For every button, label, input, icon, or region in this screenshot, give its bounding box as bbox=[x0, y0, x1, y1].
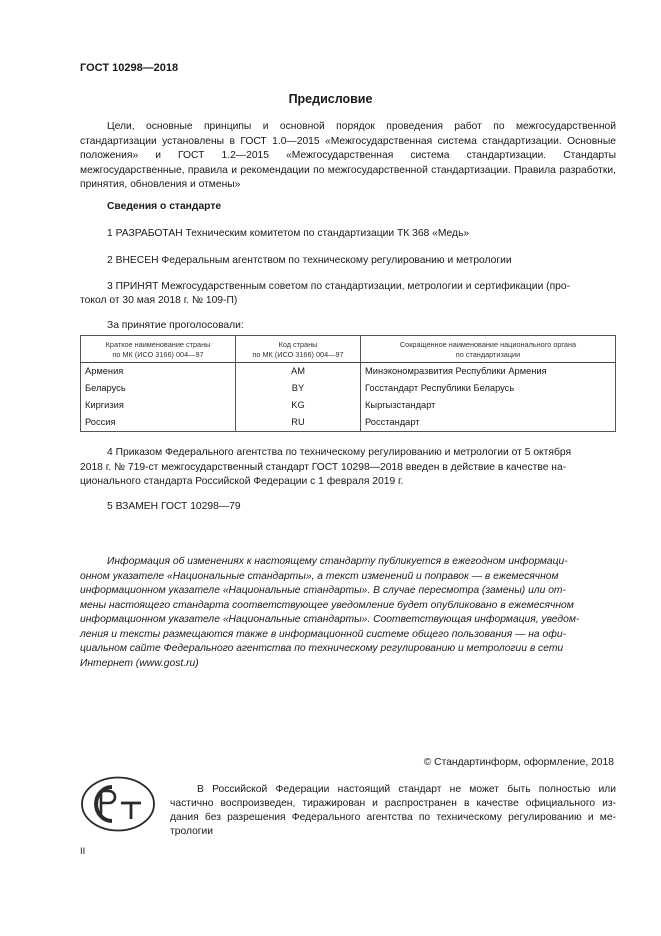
cell-code: KG bbox=[236, 397, 361, 414]
item-2: 2 ВНЕСЕН Федеральным агентством по техническому регулированию и метрологии bbox=[107, 255, 512, 266]
table-header-code bbox=[236, 336, 361, 363]
cell-code: RU bbox=[236, 414, 361, 432]
cell-country: Россия bbox=[85, 417, 116, 427]
cell-country: Беларусь bbox=[85, 383, 126, 393]
info-line-2: онном указателе «Национальные стандарты», а текст изменений и поправок — в ежемесячном bbox=[80, 570, 559, 582]
item-4-line-1: 4 Приказом Федерального агентства по техническому регулированию и метрологии от 5 октября bbox=[107, 447, 572, 458]
header-body-line-2: по стандартизации bbox=[455, 350, 521, 359]
intro-paragraph: Цели, основные принципы и основной порядок проведения работ по межгосударственной стандартизации установлены в ГОСТ 1.0—2015 «Межгосударственная система стандартизации. Основные положения» и ГОСТ 1.2—2015 «Межгосударственная система стандартизации. Стандарты межгосударственные, правила и рекомендации по межгосударственной стандартизации. Правила разработки, принятия, обновления и отмены» bbox=[80, 121, 616, 190]
page-title: Предисловие bbox=[288, 92, 373, 106]
cell-country: Армения bbox=[85, 366, 124, 376]
info-line-5: информационном указателе «Национальные стандарты». Соответствующая информация, уведом- bbox=[80, 614, 580, 625]
copyright: © Стандартинформ, оформление, 2018 bbox=[423, 757, 614, 768]
cell-country: Киргизия bbox=[85, 400, 124, 410]
table-row bbox=[81, 414, 616, 432]
item-5: 5 ВЗАМЕН ГОСТ 10298—79 bbox=[107, 501, 241, 512]
header-code-line-1: Код страны bbox=[278, 340, 318, 349]
document-id-header: ГОСТ 10298—2018 bbox=[80, 62, 179, 74]
cell-body: Росстандарт bbox=[361, 414, 616, 432]
info-line-7: циальном сайте Федерального агентства по техническому регулированию и метрологии в сети bbox=[80, 643, 564, 654]
item-4-line-2: 2018 г. № 719-ст межгосударственный стандарт ГОСТ 10298—2018 введен в действие в качестве на- bbox=[80, 461, 567, 473]
header-body-line-1: Сокращенное наименование национального органа bbox=[399, 340, 577, 349]
info-line-6: ления и тексты размещаются также в информационной системе общего пользования — на офи- bbox=[80, 628, 566, 640]
page-number: II bbox=[80, 846, 86, 857]
cell-body: Госстандарт Республики Беларусь bbox=[361, 380, 616, 397]
item-3-line-1: 3 ПРИНЯТ Межгосударственным советом по стандартизации, метрологии и сертификации (про- bbox=[107, 281, 571, 292]
item-4-line-3: ционального стандарта Российской Федерации с 1 февраля 2019 г. bbox=[80, 476, 404, 487]
table-header-country bbox=[81, 336, 236, 363]
header-code-line-2: по МК (ИСО 3166) 004—97 bbox=[252, 350, 344, 359]
info-line-4: мены настоящего стандарта соответствующее уведомление будет опубликовано в ежемесячном bbox=[80, 599, 574, 611]
notice-line-1: В Российской Федерации настоящий стандарт не может быть полностью или bbox=[197, 784, 616, 795]
vote-label: За принятие проголосовали: bbox=[107, 320, 244, 331]
table-row bbox=[81, 380, 616, 397]
section-heading: Сведения о стандарте bbox=[107, 201, 222, 212]
cell-body: Кыргызстандарт bbox=[361, 397, 616, 414]
table-row bbox=[81, 397, 616, 414]
rst-logo-icon bbox=[79, 775, 157, 838]
item-3-line-2: токол от 30 мая 2018 г. № 109-П) bbox=[80, 295, 238, 306]
notice-line-4: трологии bbox=[170, 826, 214, 837]
info-line-8: Интернет (www.gost.ru) bbox=[80, 657, 199, 669]
info-line-3: информационном указателе «Национальные стандарты». В случае пересмотра (замены) или от- bbox=[80, 585, 566, 596]
cell-code: AM bbox=[236, 363, 361, 381]
cell-code: BY bbox=[236, 380, 361, 397]
table-header-body bbox=[361, 336, 616, 363]
notice-line-2: частично воспроизведен, тиражирован и распространен в качестве официального из- bbox=[170, 798, 616, 809]
item-1: 1 РАЗРАБОТАН Техническим комитетом по стандартизации ТК 368 «Медь» bbox=[107, 228, 470, 239]
notice-line-3: дания без разрешения Федерального агентства по техническому регулированию и ме- bbox=[170, 812, 616, 823]
voting-table bbox=[80, 335, 616, 432]
table-header-row bbox=[81, 336, 616, 363]
cell-body: Минэкономразвития Республики Армения bbox=[361, 363, 616, 381]
info-line-1: Информация об изменениях к настоящему стандарту публикуется в ежегодном информаци- bbox=[107, 556, 568, 567]
table-row bbox=[81, 363, 616, 381]
header-country-line-1: Краткое наименование страны bbox=[105, 340, 211, 349]
header-country-line-2: по МК (ИСО 3166) 004—97 bbox=[112, 350, 204, 359]
